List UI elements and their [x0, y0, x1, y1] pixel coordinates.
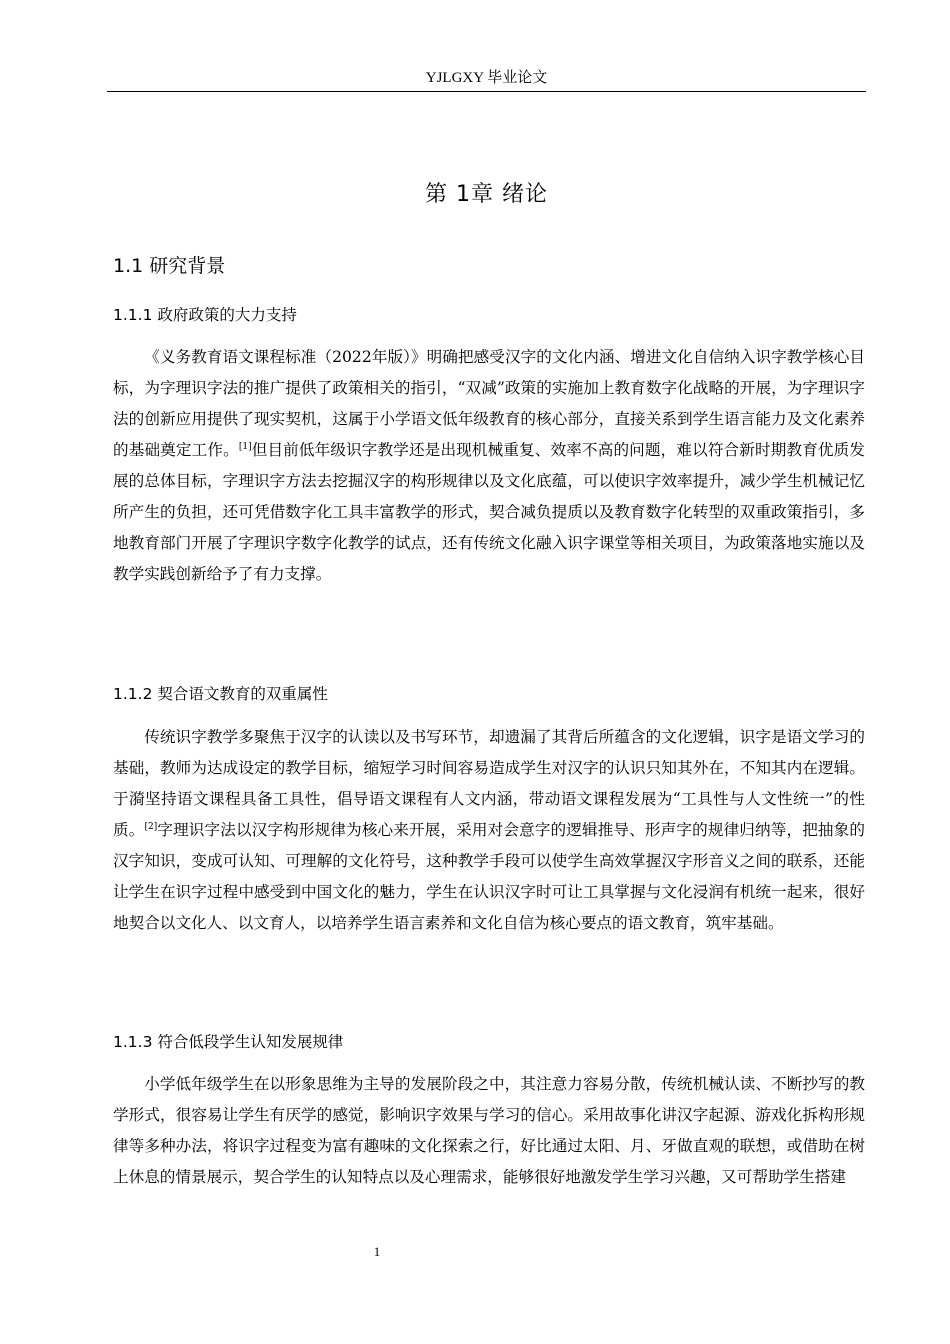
- running-header: YJLGXY 毕业论文: [425, 70, 548, 86]
- citation-1[interactable]: [1]: [238, 442, 252, 452]
- paragraph-2-part1: 传统识字教学多聚焦于汉字的认读以及书写环节，却遗漏了其背后所蕴含的文化逻辑，识字是语文学习的基础，教师为达成设定的教学目标，缩短学习时间容易造成学生对汉字的认识只知其外在，不知其内在逻辑。于漪坚持语文课程具备工具性，倡导语文课程有人文内涵，带动语文课程发展为“工具性与人文性统一”的性质。: [113, 728, 865, 839]
- header-rule: [107, 91, 866, 92]
- paragraph-1: [113, 342, 865, 590]
- paragraph-3: [113, 1069, 865, 1193]
- section-heading: 1.1 研究背景: [113, 255, 226, 277]
- subsection-heading-2: 1.1.2 契合语文教育的双重属性: [113, 685, 328, 703]
- paragraph-2: [113, 722, 865, 939]
- page-number: 1: [373, 1244, 381, 1259]
- chapter-title: 第 1章 绪论: [425, 182, 548, 207]
- paragraph-1-part1: 《义务教育语文课程标准（2022年版）》明确把感受汉字的文化内涵、增进文化自信纳入识字教学核心目标，为字理识字法的推广提供了政策相关的指引，“双减”政策的实施加上教育数字化战略的开展，为字理识字法的创新应用提供了现实契机，这属于小学语文低年级教育的核心部分，直接关系到学生语言能力及文化素养的基础奠定工作。: [113, 348, 865, 459]
- paragraph-2-part2: 字理识字法以汉字构形规律为核心来开展，采用对会意字的逻辑推导、形声字的规律归纳等，把抽象的汉字知识，变成可认知、可理解的文化符号，这种教学手段可以使学生高效掌握汉字形音义之间的联系，还能让学生在识字过程中感受到中国文化的魅力，学生在认识汉字时可让工具掌握与文化浸润有机统一起来，很好地契合以文化人、以文育人，以培养学生语言素养和文化自信为核心要点的语文教育，筑牢基础。: [113, 821, 865, 932]
- subsection-heading-3: 1.1.3 符合低段学生认知发展规律: [113, 1033, 344, 1051]
- citation-2[interactable]: [2]: [144, 822, 158, 832]
- subsection-heading-1: 1.1.1 政府政策的大力支持: [113, 306, 297, 324]
- paragraph-3-part1: 小学低年级学生在以形象思维为主导的发展阶段之中，其注意力容易分散，传统机械认读、不断抄写的教学形式，很容易让学生有厌学的感觉，影响识字效果与学习的信心。采用故事化讲汉字起源、游戏化拆构形规律等多种办法，将识字过程变为富有趣味的文化探索之行，好比通过太阳、月、牙做直观的联想，或借助在树上休息的情景展示，契合学生的认知特点以及心理需求，能够很好地激发学生学习兴趣，又可帮助学生搭建: [113, 1075, 865, 1186]
- paragraph-1-part2: 但目前低年级识字教学还是出现机械重复、效率不高的问题，难以符合新时期教育优质发展的总体目标，字理识字方法去挖掘汉字的构形规律以及文化底蕴，可以使识字效率提升，减少学生机械记忆所产生的负担，还可凭借数字化工具丰富教学的形式，契合减负提质以及教育数字化转型的双重政策指引，多地教育部门开展了字理识字数字化教学的试点，还有传统文化融入识字课堂等相关项目，为政策落地实施以及教学实践创新给予了有力支撑。: [113, 441, 865, 583]
